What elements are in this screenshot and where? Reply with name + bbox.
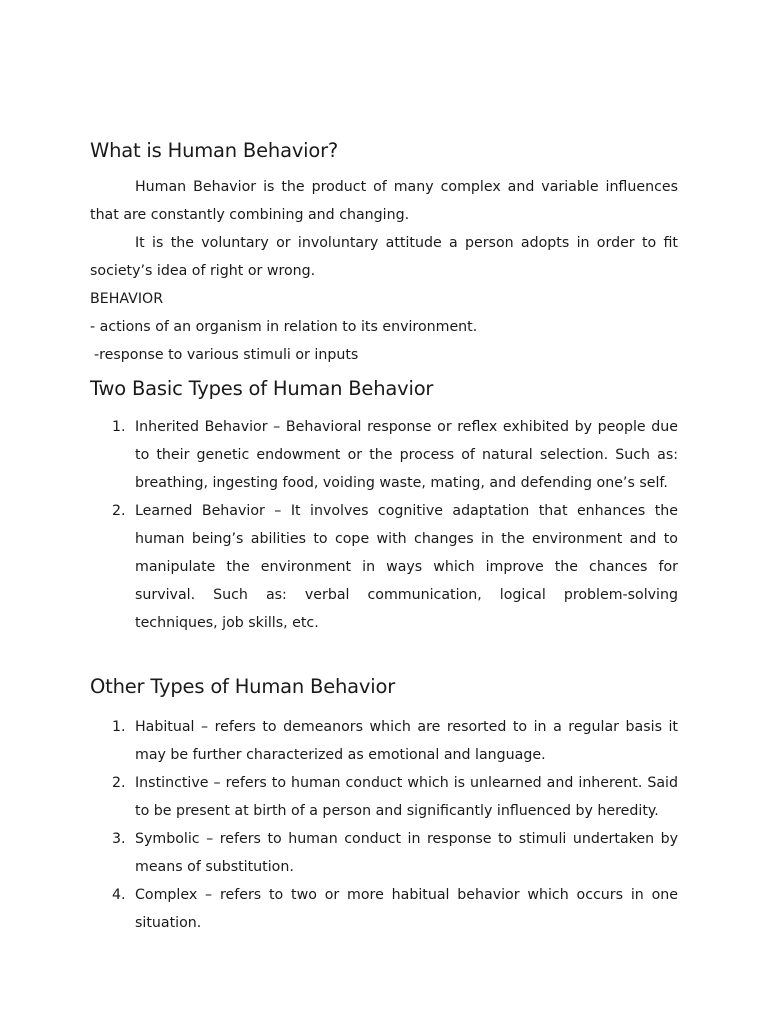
list-item-number: 3. <box>112 831 126 847</box>
list-item-text: Inherited Behavior – Behavioral response or reflex exhibited by people due to their genetic endowment or the process of natural selection. Such as: breathing, ingesting food, voiding waste, mating, and defending one’s self. <box>135 419 678 491</box>
list-item-number: 2. <box>112 775 126 791</box>
intro-paragraph-1: Human Behavior is the product of many complex and variable influences that are constantly combining and changing. <box>90 179 678 223</box>
basic-types-list <box>90 413 678 637</box>
list-item <box>90 413 678 497</box>
section-title-two-basic-types: Two Basic Types of Human Behavior <box>90 377 434 400</box>
section-title-other-types: Other Types of Human Behavior <box>90 675 396 698</box>
behavior-definition-2: -response to various stimuli or inputs <box>94 347 359 363</box>
list-item <box>90 769 678 825</box>
behavior-definition-1: - actions of an organism in relation to its environment. <box>90 319 478 335</box>
list-item-number: 4. <box>112 887 126 903</box>
list-item-text: Learned Behavior – It involves cognitive adaptation that enhances the human being’s abilities to cope with changes in the environment and to manipulate the environment in ways which improve the chances for survival. Such as: verbal communication, logical problem-solving techniques, job skills, etc. <box>135 503 678 631</box>
list-item <box>90 497 678 637</box>
list-item <box>90 881 678 937</box>
list-item-number: 1. <box>112 719 126 735</box>
list-item-text: Instinctive – refers to human conduct which is unlearned and inherent. Said to be present at birth of a person and significantly influenced by heredity. <box>135 775 678 819</box>
list-item-number: 2. <box>112 503 126 519</box>
list-item <box>90 825 678 881</box>
behavior-term: BEHAVIOR <box>90 291 164 307</box>
list-item-number: 1. <box>112 419 126 435</box>
section-title-what-is-human-behavior: What is Human Behavior? <box>90 139 339 162</box>
intro-paragraph-2: It is the voluntary or involuntary attitude a person adopts in order to fit society’s idea of right or wrong. <box>90 235 678 279</box>
document-body <box>90 137 678 937</box>
list-item-text: Habitual – refers to demeanors which are resorted to in a regular basis it may be further characterized as emotional and language. <box>135 719 678 763</box>
list-item-text: Complex – refers to two or more habitual behavior which occurs in one situation. <box>135 887 678 931</box>
list-item-text: Symbolic – refers to human conduct in response to stimuli undertaken by means of substitution. <box>135 831 678 875</box>
list-item <box>90 713 678 769</box>
other-types-list <box>90 713 678 937</box>
